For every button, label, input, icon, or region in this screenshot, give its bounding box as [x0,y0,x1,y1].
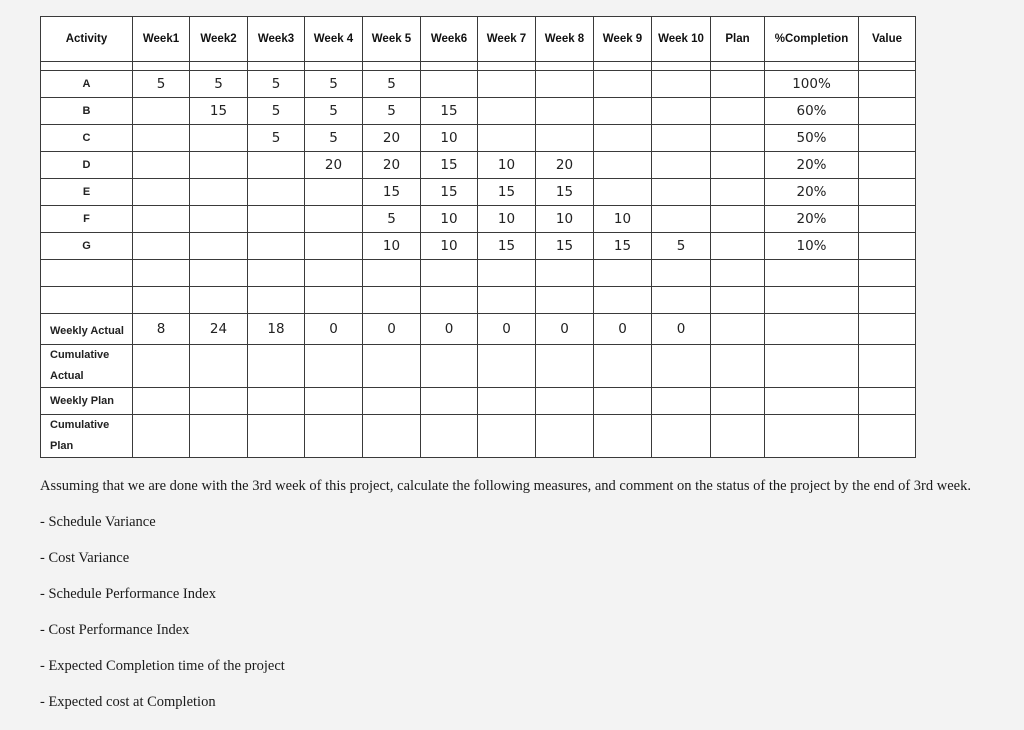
completion-cell: 100% [765,71,859,98]
column-header: Week 4 [305,17,363,62]
summary-week-cell [248,388,305,415]
summary-week-cell [363,388,421,415]
empty-cell [859,62,916,71]
summary-week-cell [248,345,305,388]
week-cell [652,206,711,233]
week-cell: 5 [190,71,248,98]
summary-week-cell [305,388,363,415]
summary-label: Weekly Plan [41,388,133,415]
empty-cell [248,62,305,71]
summary-row [41,345,916,388]
column-header: Week2 [190,17,248,62]
summary-row [41,314,916,345]
question-text: Assuming that we are done with the 3rd week of this project, calculate the following measures, and comment on the status of the project by the end of 3rd week. [40,478,971,494]
week-cell: 10 [421,206,478,233]
week-cell [652,125,711,152]
week-cell [594,98,652,125]
empty-cell [765,260,859,287]
summary-week-cell [133,345,190,388]
plan-cell [711,71,765,98]
empty-cell [765,415,859,458]
summary-week-cell [133,388,190,415]
activity-name: F [41,206,133,233]
empty-cell [711,388,765,415]
week-cell: 15 [421,98,478,125]
empty-cell [859,314,916,345]
empty-cell [133,62,190,71]
week-cell: 5 [305,98,363,125]
summary-week-cell: 8 [133,314,190,345]
measure-item: - Schedule Performance Index [40,586,216,602]
empty-cell [859,415,916,458]
week-cell: 5 [363,71,421,98]
value-cell [859,206,916,233]
empty-cell [133,287,190,314]
empty-cell [363,260,421,287]
week-cell [652,71,711,98]
week-cell [652,152,711,179]
week-cell [248,233,305,260]
week-cell: 5 [363,98,421,125]
empty-cell [765,314,859,345]
value-cell [859,179,916,206]
column-header: Week6 [421,17,478,62]
summary-week-cell [190,415,248,458]
activity-row [41,152,916,179]
completion-cell: 20% [765,179,859,206]
week-cell [133,206,190,233]
column-header: Value [859,17,916,62]
summary-week-cell [363,345,421,388]
activity-name: G [41,233,133,260]
summary-week-cell: 0 [305,314,363,345]
week-cell [536,125,594,152]
empty-cell [248,287,305,314]
week-cell [248,206,305,233]
summary-week-cell [190,345,248,388]
summary-week-cell [652,345,711,388]
week-cell [133,125,190,152]
week-cell [594,125,652,152]
week-cell: 20 [305,152,363,179]
week-cell [421,71,478,98]
value-cell [859,71,916,98]
week-cell: 20 [363,152,421,179]
week-cell [652,179,711,206]
summary-week-cell [421,388,478,415]
measure-item: - Cost Performance Index [40,622,190,638]
week-cell: 5 [305,125,363,152]
empty-cell [41,287,133,314]
empty-cell [711,62,765,71]
week-cell [478,125,536,152]
week-cell: 10 [478,152,536,179]
measure-item: - Expected cost at Completion [40,694,216,710]
week-cell [190,152,248,179]
empty-cell [711,287,765,314]
week-cell: 20 [536,152,594,179]
value-cell [859,233,916,260]
week-cell: 5 [652,233,711,260]
week-cell [133,179,190,206]
week-cell [305,179,363,206]
summary-week-cell: 0 [652,314,711,345]
completion-cell: 10% [765,233,859,260]
value-cell [859,98,916,125]
week-cell: 15 [594,233,652,260]
week-cell [594,152,652,179]
column-header: Week 10 [652,17,711,62]
empty-cell [765,287,859,314]
empty-cell [305,260,363,287]
empty-cell [536,62,594,71]
empty-cell [594,260,652,287]
completion-cell: 20% [765,152,859,179]
blank-row [41,287,916,314]
summary-label: Cumulative Actual [41,345,133,388]
measures-list [40,514,285,730]
empty-cell [652,260,711,287]
empty-cell [594,287,652,314]
summary-week-cell [652,388,711,415]
week-cell [248,152,305,179]
empty-cell [41,62,133,71]
spacer-row [41,62,916,71]
empty-cell [765,345,859,388]
column-header: Plan [711,17,765,62]
week-cell [248,179,305,206]
column-header: Week 5 [363,17,421,62]
plan-cell [711,206,765,233]
empty-cell [536,260,594,287]
empty-cell [363,62,421,71]
week-cell: 10 [478,206,536,233]
empty-cell [711,260,765,287]
summary-week-cell [478,415,536,458]
value-cell [859,152,916,179]
completion-cell: 20% [765,206,859,233]
summary-week-cell [594,388,652,415]
summary-label: Cumulative Plan [41,415,133,458]
week-cell: 10 [363,233,421,260]
summary-week-cell [536,415,594,458]
summary-week-cell [305,345,363,388]
summary-week-cell: 0 [478,314,536,345]
empty-cell [305,287,363,314]
column-header: %Completion [765,17,859,62]
week-cell [133,233,190,260]
summary-row [41,415,916,458]
week-cell [536,71,594,98]
empty-cell [765,62,859,71]
header-row [41,17,916,62]
summary-row [41,388,916,415]
week-cell [133,152,190,179]
measure-item: - Schedule Variance [40,514,156,530]
empty-cell [305,62,363,71]
empty-cell [363,287,421,314]
week-cell: 20 [363,125,421,152]
empty-cell [190,62,248,71]
week-cell: 5 [248,125,305,152]
activity-row [41,125,916,152]
project-schedule-table [40,16,916,458]
week-cell: 15 [421,152,478,179]
summary-week-cell [305,415,363,458]
summary-week-cell [248,415,305,458]
summary-week-cell: 0 [594,314,652,345]
summary-week-cell [421,345,478,388]
blank-row [41,260,916,287]
column-header: Week3 [248,17,305,62]
empty-cell [478,260,536,287]
empty-cell [859,388,916,415]
empty-cell [478,287,536,314]
summary-label: Weekly Actual [41,314,133,345]
week-cell: 15 [363,179,421,206]
week-cell: 5 [248,71,305,98]
empty-cell [859,345,916,388]
summary-week-cell: 0 [421,314,478,345]
empty-cell [41,260,133,287]
summary-week-cell [594,415,652,458]
activity-name: A [41,71,133,98]
activity-name: D [41,152,133,179]
empty-cell [133,260,190,287]
week-cell: 5 [133,71,190,98]
week-cell: 10 [536,206,594,233]
column-header: Week1 [133,17,190,62]
summary-week-cell [478,345,536,388]
week-cell [190,179,248,206]
activity-row [41,206,916,233]
summary-week-cell [536,388,594,415]
week-cell [133,98,190,125]
plan-cell [711,152,765,179]
column-header: Week 9 [594,17,652,62]
summary-week-cell [594,345,652,388]
summary-week-cell [421,415,478,458]
week-cell [190,125,248,152]
measure-item: - Expected Completion time of the project [40,658,285,674]
week-cell [478,98,536,125]
plan-cell [711,98,765,125]
activity-name: B [41,98,133,125]
week-cell: 15 [536,233,594,260]
empty-cell [190,287,248,314]
week-cell: 15 [421,179,478,206]
column-header: Week 7 [478,17,536,62]
column-header: Week 8 [536,17,594,62]
empty-cell [652,287,711,314]
empty-cell [711,345,765,388]
plan-cell [711,125,765,152]
completion-cell: 50% [765,125,859,152]
summary-week-cell: 24 [190,314,248,345]
plan-cell [711,233,765,260]
summary-week-cell [133,415,190,458]
week-cell: 15 [190,98,248,125]
activity-row [41,233,916,260]
week-cell [536,98,594,125]
empty-cell [478,62,536,71]
summary-week-cell [190,388,248,415]
empty-cell [536,287,594,314]
activity-row [41,179,916,206]
week-cell [190,206,248,233]
empty-cell [594,62,652,71]
week-cell [478,71,536,98]
plan-cell [711,179,765,206]
activity-name: C [41,125,133,152]
activity-row [41,98,916,125]
week-cell [190,233,248,260]
week-cell: 15 [536,179,594,206]
empty-cell [248,260,305,287]
activity-name: E [41,179,133,206]
empty-cell [652,62,711,71]
week-cell [305,233,363,260]
empty-cell [421,287,478,314]
week-cell: 5 [363,206,421,233]
empty-cell [711,314,765,345]
activity-row [41,71,916,98]
summary-week-cell [363,415,421,458]
week-cell: 15 [478,179,536,206]
week-cell: 10 [421,125,478,152]
summary-week-cell [652,415,711,458]
empty-cell [859,287,916,314]
week-cell: 10 [594,206,652,233]
week-cell: 15 [478,233,536,260]
week-cell [594,71,652,98]
week-cell: 10 [421,233,478,260]
summary-week-cell: 0 [536,314,594,345]
week-cell: 5 [248,98,305,125]
week-cell: 5 [305,71,363,98]
measure-item: - Cost Variance [40,550,130,566]
empty-cell [421,62,478,71]
week-cell [594,179,652,206]
value-cell [859,125,916,152]
completion-cell: 60% [765,98,859,125]
empty-cell [765,388,859,415]
empty-cell [421,260,478,287]
week-cell [305,206,363,233]
summary-week-cell [478,388,536,415]
empty-cell [190,260,248,287]
column-header: Activity [41,17,133,62]
empty-cell [711,415,765,458]
week-cell [652,98,711,125]
summary-week-cell [536,345,594,388]
summary-week-cell: 0 [363,314,421,345]
empty-cell [859,260,916,287]
summary-week-cell: 18 [248,314,305,345]
